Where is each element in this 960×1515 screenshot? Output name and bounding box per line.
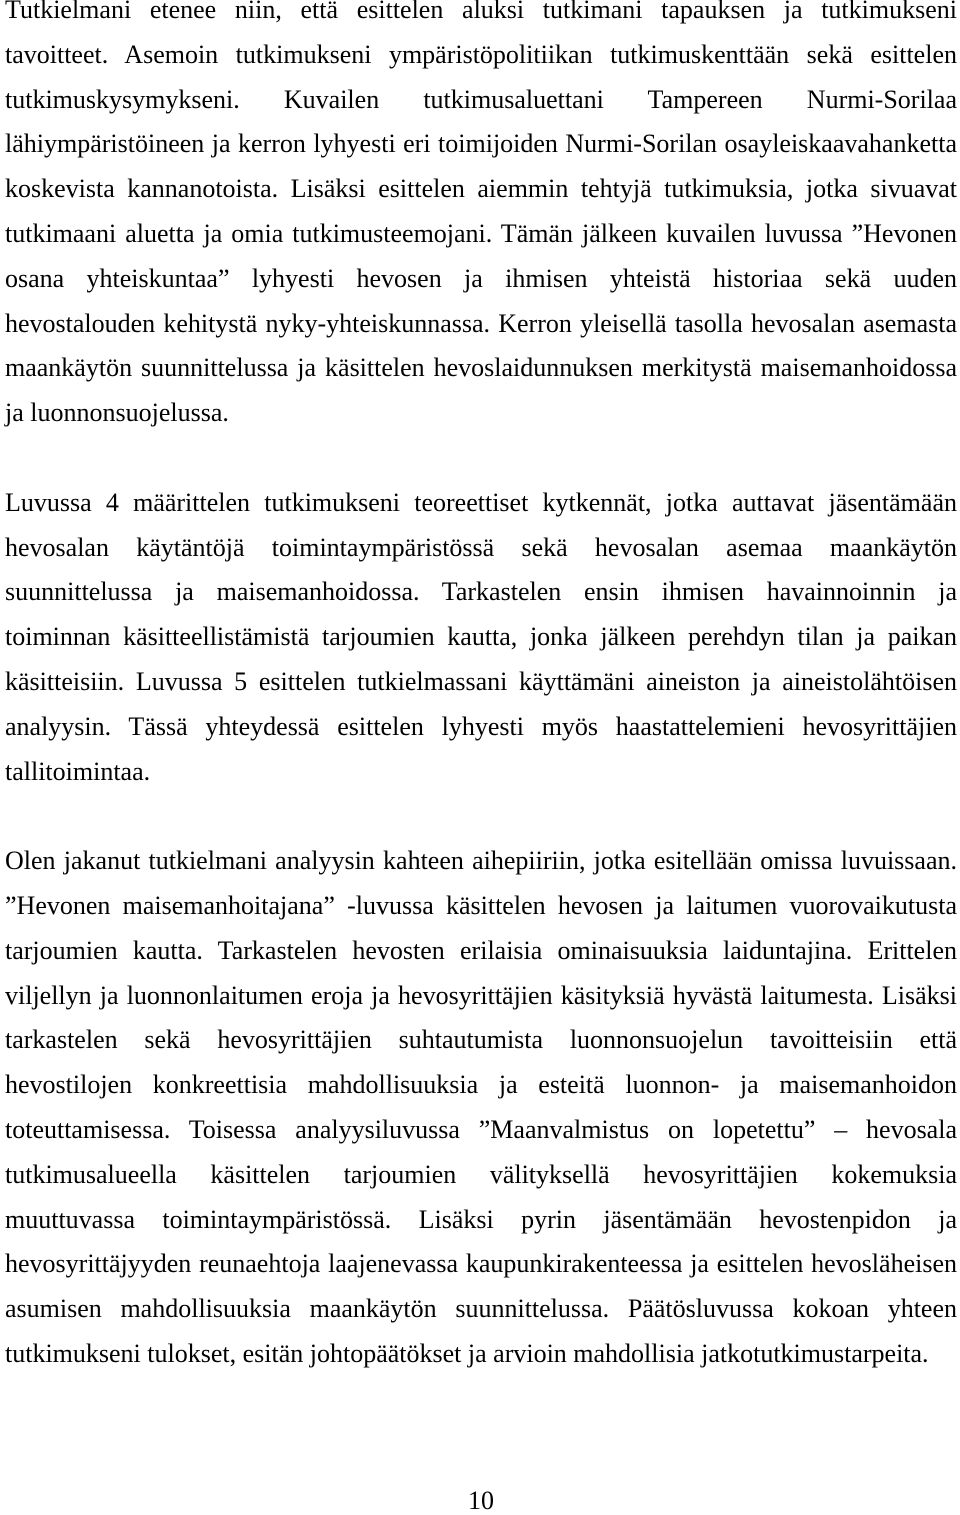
text-line: hevostalouden kehitystä nyky-yhteiskunnassa. Kerron yleisellä tasolla hevosalan asemasta (5, 308, 957, 338)
text-line: tutkimuskysymykseni. Kuvailen tutkimusaluettani Tampereen Nurmi-Sorilaa (5, 84, 957, 114)
text-line: Olen jakanut tutkielmani analyysin kahteen aihepiiriin, jotka esitellään omissa luvuissaan. (5, 846, 957, 876)
paragraph-3 (5, 839, 957, 1377)
text-line: asumisen mahdollisuuksia maankäytön suunnittelussa. Päätösluvussa kokoan yhteen (5, 1294, 957, 1324)
text-line: muuttuvassa toimintaympäristössä. Lisäksi pyrin jäsentämään hevostenpidon ja (5, 1204, 957, 1234)
text-line: tutkimaani aluetta ja omia tutkimusteemojani. Tämän jälkeen kuvailen luvussa ”Hevonen (5, 218, 957, 248)
text-line: tarjoumien kautta. Tarkastelen hevosten erilaisia ominaisuuksia laiduntajina. Erittelen (5, 935, 957, 965)
text-line: hevosalan käytäntöjä toimintaympäristössä sekä hevosalan asemaa maankäytön (5, 532, 957, 562)
text-line: suunnittelussa ja maisemanhoidossa. Tarkastelen ensin ihmisen havainnoinnin ja (5, 577, 957, 607)
text-line: tavoitteet. Asemoin tutkimukseni ympäristöpolitiikan tutkimuskenttään sekä esittelen (5, 39, 957, 69)
text-line: tallitoimintaa. (5, 756, 151, 786)
body-text (5, 0, 957, 1422)
text-line: Luvussa 4 määrittelen tutkimukseni teoreettiset kytkennät, jotka auttavat jäsentämään (5, 487, 957, 517)
text-line: Tutkielmani etenee niin, että esittelen aluksi tutkimani tapauksen ja tutkimukseni (5, 0, 957, 24)
text-line: lähiympäristöineen ja kerron lyhyesti eri toimijoiden Nurmi-Sorilan osayleiskaavahanketta (5, 129, 957, 159)
text-line: toteuttamisessa. Toisessa analyysiluvussa ”Maanvalmistus on lopetettu” – hevosala (5, 1114, 957, 1144)
text-line: ”Hevonen maisemanhoitajana” -luvussa käsittelen hevosen ja laitumen vuorovaikutusta (5, 890, 957, 920)
text-line: maankäytön suunnittelussa ja käsittelen hevoslaidunnuksen merkitystä maisemanhoidossa (5, 353, 957, 383)
text-line: tarkastelen sekä hevosyrittäjien suhtautumista luonnonsuojelun tavoitteisiin että (5, 1025, 957, 1055)
text-line: hevostilojen konkreettisia mahdollisuuksia ja esteitä luonnon- ja maisemanhoidon (5, 1070, 957, 1100)
text-line: tutkimukseni tulokset, esitän johtopäätökset ja arvioin mahdollisia jatkotutkimustarpeita. (5, 1338, 929, 1368)
text-line: ja luonnonsuojelussa. (5, 398, 229, 428)
text-line: viljellyn ja luonnonlaitumen eroja ja hevosyrittäjien käsityksiä hyvästä laitumesta. Lisäksi (5, 980, 957, 1010)
text-line: toiminnan käsitteellistämistä tarjoumien kautta, jonka jälkeen perehdyn tilan ja paikan (5, 622, 957, 652)
paragraph-2 (5, 481, 957, 795)
text-line: käsitteisiin. Luvussa 5 esittelen tutkielmassani käyttämäni aineiston ja aineistolähtöisen (5, 666, 957, 696)
page-number: 10 (468, 1486, 494, 1515)
text-line: osana yhteiskuntaa” lyhyesti hevosen ja ihmisen yhteistä historiaa sekä uuden (5, 263, 957, 293)
text-line: koskevista kannanotoista. Lisäksi esittelen aiemmin tehtyjä tutkimuksia, jotka sivuavat (5, 174, 957, 204)
text-line: hevosyrittäjyyden reunaehtoja laajenevassa kaupunkirakenteessa ja esittelen hevosläheisen (5, 1249, 957, 1279)
paragraph-1 (5, 0, 957, 436)
text-line: analyysin. Tässä yhteydessä esittelen lyhyesti myös haastattelemieni hevosyrittäjien (5, 711, 957, 741)
text-line: tutkimusalueella käsittelen tarjoumien välityksellä hevosyrittäjien kokemuksia (5, 1159, 957, 1189)
